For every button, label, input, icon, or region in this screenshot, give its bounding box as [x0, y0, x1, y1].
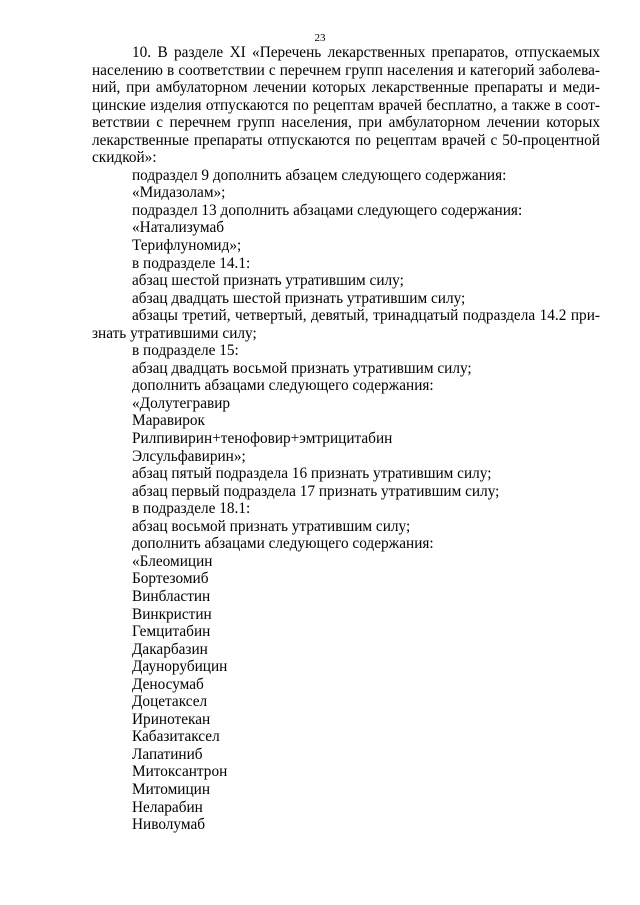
- text-line: подраздел 9 дополнить абзацем следующего содержания:: [132, 166, 507, 184]
- text-line: абзац первый подраздела 17 признать утратившим силу;: [132, 482, 500, 500]
- text-line: абзац двадцать шестой признать утратившим силу;: [132, 289, 466, 307]
- drug-name-line: Неларабин: [132, 798, 203, 816]
- drug-name-line: Винкристин: [132, 605, 212, 623]
- text-line: абзац двадцать восьмой признать утратившим силу;: [132, 359, 472, 377]
- drug-name-line: Деносумаб: [132, 675, 204, 693]
- drug-name-line: Элсульфавирин»;: [132, 447, 246, 465]
- drug-name-line: Даунорубицин: [132, 658, 228, 676]
- text-line: «Мидазолам»;: [132, 184, 226, 202]
- text-line: абзац восьмой признать утратившим силу;: [132, 517, 411, 535]
- text-line: в подразделе 15:: [132, 342, 239, 360]
- drug-name-line: Бортезомиб: [132, 570, 209, 588]
- text-line: «Натализумаб: [132, 219, 225, 237]
- text-line: абзац пятый подраздела 16 признать утратившим силу;: [132, 465, 492, 483]
- drug-name-line: Рилпивирин+тенофовир+эмтрицитабин: [132, 430, 393, 448]
- drug-name-line: Винбластин: [132, 587, 211, 605]
- text-line: абзац шестой признать утратившим силу;: [132, 272, 404, 290]
- intro-paragraph: 10. В разделе XI «Перечень лекарственных препаратов, отпускаемых населению в соответствии с перечнем групп населения и категорий заболеваний, при амбулаторном лечении которых лекарственные препараты и медицинские изделия отпускаются по рецептам врачей бесплатно, а также в соответствии с перечнем групп населения, при амбулаторном лечении которых лекарственные препараты отпускаются по рецептам врачей с 50-процентной скидкой»:: [92, 44, 600, 167]
- document-body: [92, 44, 600, 834]
- drug-name-line: Кабазитаксел: [132, 728, 220, 746]
- drug-name-line: «Долутегравир: [132, 394, 231, 412]
- text-line: подраздел 13 дополнить абзацами следующего содержания:: [132, 201, 523, 219]
- text-line: дополнить абзацами следующего содержания:: [132, 535, 434, 553]
- text-paragraph: абзацы третий, четвертый, девятый, тринадцатый подраздела 14.2 признать утратившими силу;: [92, 307, 600, 342]
- drug-name-line: Гемцитабин: [132, 623, 211, 641]
- drug-name-line: Митоксантрон: [132, 763, 228, 781]
- page-number: 23: [314, 32, 326, 44]
- text-line: дополнить абзацами следующего содержания:: [132, 377, 434, 395]
- drug-name-line: Лапатиниб: [132, 745, 203, 763]
- drug-name-line: «Блеомицин: [132, 552, 213, 570]
- drug-name-line: Доцетаксел: [132, 693, 208, 711]
- text-line: в подразделе 18.1:: [132, 500, 251, 518]
- drug-name-line: Ниволумаб: [132, 816, 206, 834]
- text-line: Терифлуномид»;: [132, 237, 242, 255]
- drug-name-line: Митомицин: [132, 780, 211, 798]
- text-line: в подразделе 14.1:: [132, 254, 251, 272]
- drug-name-line: Дакарбазин: [132, 640, 208, 658]
- drug-name-line: Маравирок: [132, 412, 205, 430]
- drug-name-line: Иринотекан: [132, 710, 211, 728]
